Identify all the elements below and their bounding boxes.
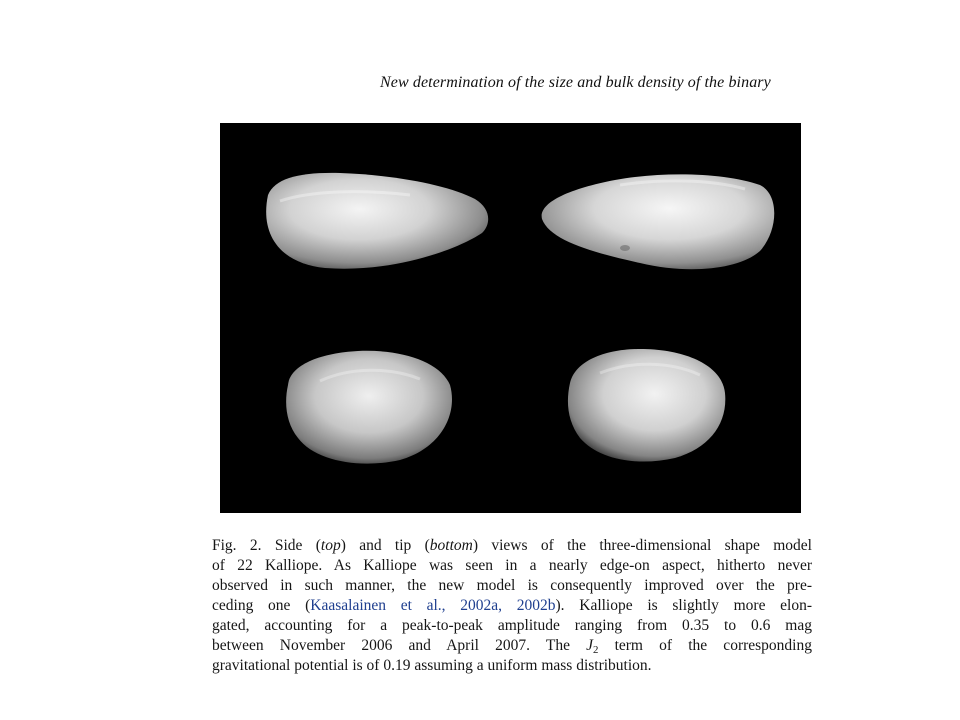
caption-text: ceding one ( — [212, 597, 311, 614]
caption-text: ). Kalliope is slightly more elon- — [555, 597, 813, 614]
tip-view-left — [286, 351, 452, 464]
shape-model-figure — [220, 123, 801, 513]
caption-emphasis-bottom: bottom — [429, 537, 473, 554]
caption-line-1 — [212, 536, 812, 556]
caption-text: Fig. 2. Side ( — [212, 537, 321, 554]
figure-caption — [212, 536, 812, 676]
caption-line-2: of 22 Kalliope. As Kalliope was seen in a nearly edge-on aspect, hitherto never — [212, 557, 812, 574]
caption-emphasis-top: top — [320, 537, 341, 554]
caption-line-6 — [212, 636, 812, 656]
caption-line-5: gated, accounting for a peak-to-peak amplitude ranging from 0.35 to 0.6 mag — [212, 617, 812, 634]
j2-symbol: J — [586, 637, 593, 654]
citation-link[interactable]: Kaasalainen et al., 2002a, 2002b — [310, 597, 556, 614]
side-view-right — [542, 174, 775, 269]
side-view-left — [266, 173, 488, 269]
caption-text: ) and tip ( — [340, 537, 430, 554]
tip-view-right — [568, 349, 725, 462]
caption-line-7: gravitational potential is of 0.19 assuming a uniform mass distribution. — [212, 657, 652, 674]
figure-panel — [220, 123, 801, 513]
running-header: New determination of the size and bulk density of the binary — [380, 74, 771, 91]
caption-line-4 — [212, 596, 812, 616]
caption-line-3: observed in such manner, the new model is consequently improved over the pre- — [212, 577, 812, 594]
j2-subscript: 2 — [593, 644, 599, 656]
caption-text: between November 2006 and April 2007. The — [212, 637, 587, 654]
caption-text: term of the corresponding — [598, 637, 812, 654]
caption-text: ) views of the three-dimensional shape model — [472, 537, 812, 554]
